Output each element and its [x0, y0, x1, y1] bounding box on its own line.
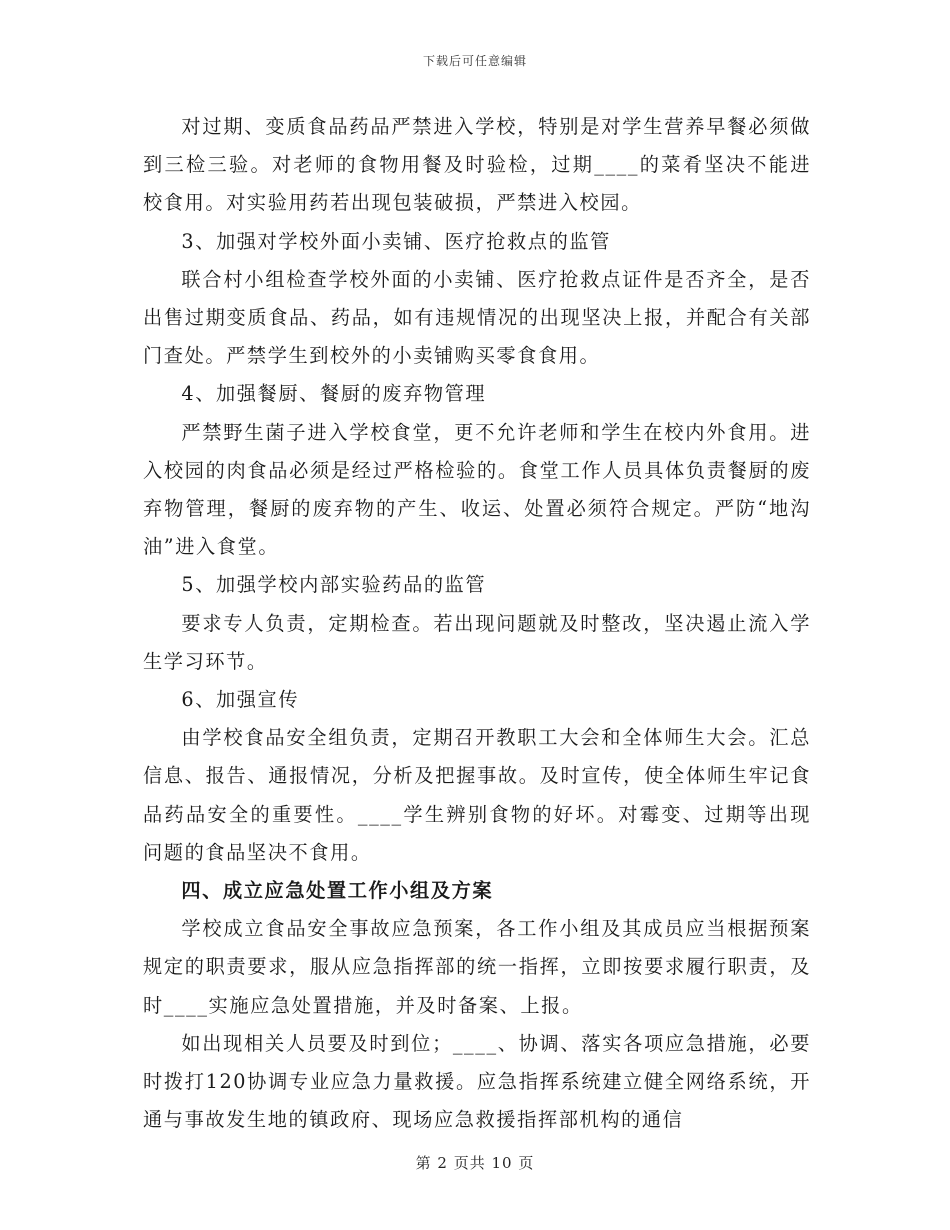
subheading-kitchen-waste: 4、加强餐厨、餐厨的废弃物管理: [181, 382, 487, 406]
document-body: [143, 108, 811, 1139]
paragraph-emergency-plan: 学校成立食品安全事故应急预案，各工作小组及其成员应当根据预案规定的职责要求，服从应急指挥部的统一指挥，立即按要求履行职责，及时____实施应急处置措施，并及时备案、上报。: [143, 917, 811, 1017]
subheading-outside-shops: 3、加强对学校外面小卖铺、医疗抢救点的监管: [181, 229, 611, 253]
paragraph-publicity: 由学校食品安全组负责，定期召开教职工大会和全体师生大会。汇总信息、报告、通报情况，分析及把握事故。及时宣传，使全体师生牢记食品药品安全的重要性。____学生辨别食物的好坏。对霉变、过期等出现问题的食品坚决不食用。: [143, 726, 811, 864]
paragraph-expired-food: 对过期、变质食品药品严禁进入学校，特别是对学生营养早餐必须做到三检三验。对老师的食物用餐及时验检，过期____的菜肴坚决不能进校食用。对实验用药若出现包装破损，严禁进入校园。: [143, 115, 811, 215]
subheading-publicity: 6、加强宣传: [181, 688, 300, 712]
subheading-lab-drugs: 5、加强学校内部实验药品的监管: [181, 573, 487, 597]
paragraph-emergency-response: 如出现相关人员要及时到位；____、协调、落实各项应急措施，必要时拨打120协调专业应急力量救援。应急指挥系统建立健全网络系统，开通与事故发生地的镇政府、现场应急救援指挥部机构的通信: [143, 1031, 811, 1132]
page-header: 下载后可任意编辑: [422, 54, 527, 68]
paragraph-lab-drugs: 要求专人负责，定期检查。若出现问题就及时整改，坚决遏止流入学生学习环节。: [143, 611, 811, 673]
page-number: 第 2 页共 10 页: [415, 1154, 535, 1172]
section-heading-emergency: 四、成立应急处置工作小组及方案: [181, 879, 494, 903]
paragraph-outside-shops: 联合村小组检查学校外面的小卖铺、医疗抢救点证件是否齐全，是否出售过期变质食品、药品，如有违规情况的出现坚决上报，并配合有关部门查处。严禁学生到校外的小卖铺购买零食食用。: [143, 267, 811, 368]
paragraph-kitchen-waste: 严禁野生菌子进入学校食堂，更不允许老师和学生在校内外食用。进入校园的肉食品必须是经过严格检验的。食堂工作人员具体负责餐厨的废弃物管理，餐厨的废弃物的产生、收运、处置必须符合规定。严防“地沟油”进入食堂。: [143, 420, 811, 559]
